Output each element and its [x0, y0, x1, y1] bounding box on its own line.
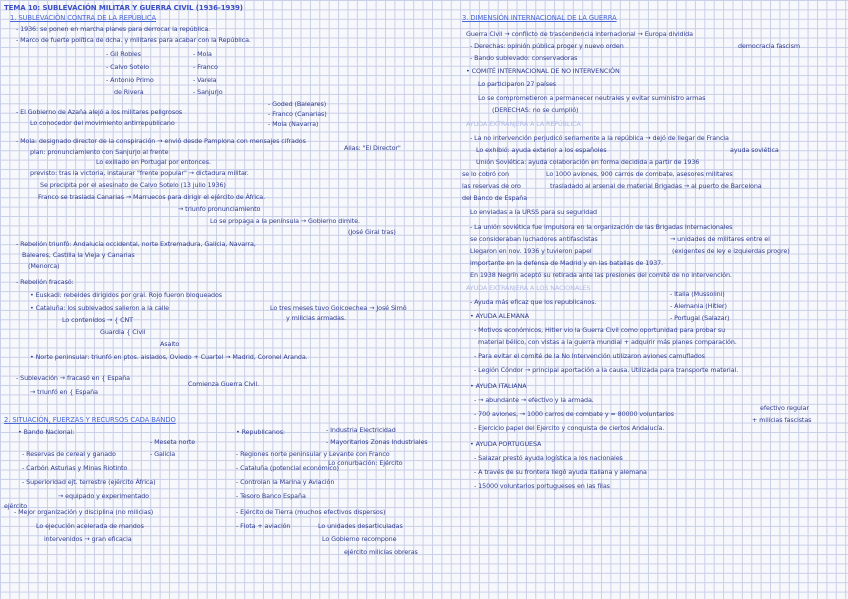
right-note-line: AYUDA EXTRANJERA A LOS NACIONALES: [466, 284, 591, 292]
left-note-line: - Mola: designado director de la conspiración → envió desde Pamplona con mensajes cifrados: [16, 137, 306, 145]
left-heading: 1. SUBLEVACIÓN CONTRA DE LA REPÚBLICA: [10, 14, 157, 22]
right-note-line: Lo exhibió: ayuda exterior a los españoles: [476, 146, 607, 154]
left-note-line: - Carbón Asturias y Minas Riotinto: [22, 464, 128, 472]
left-note-line: ejército milicias obreras: [344, 548, 418, 556]
right-note-line: (exigentes de ley e izquierdas progre): [672, 247, 790, 255]
left-note-line: Lo exiliado en Portugal por entonces.: [96, 158, 211, 166]
left-note-line: - Mola: [193, 50, 212, 58]
left-note-line: Lo contenidos → { CNT: [62, 316, 133, 324]
right-note-line: material bélico, con vistas a la guerra mundial + adquirir más planes comparación.: [478, 338, 737, 346]
right-note-line: - → abundante → efectivo y la armada.: [474, 396, 594, 404]
right-note-line: → unidades de militares entre el: [670, 235, 770, 243]
left-note-line: de Rivera: [114, 88, 144, 96]
left-note-line: y milicias armadas.: [286, 314, 346, 322]
right-heading: 3. DIMENSIÓN INTERNACIONAL DE LA GUERRA: [462, 14, 617, 22]
right-note-line: - Italia (Mussolini): [670, 290, 725, 298]
left-note-line: - Gil Robles: [106, 50, 141, 58]
right-note-line: Lo se comprometieron a permanecer neutrales y evitar suministro armas: [478, 94, 706, 102]
right-note-line: efectivo regular: [760, 404, 809, 412]
right-note-line: (DERECHAS: no se cumplió): [492, 106, 579, 114]
left-note-line: - Meseta norte: [150, 438, 196, 446]
left-note-line: - Galicia: [150, 450, 176, 458]
right-note-line: Lo participaron 27 países: [478, 80, 557, 88]
right-note-line: - La unión soviética fue impulsora en la organización de las Brigadas Internacionales: [470, 223, 733, 231]
left-note-line: Asalto: [160, 340, 180, 348]
right-note-line: - Legión Cóndor → principal aportación a la causa. Utilizada para transporte material.: [474, 366, 739, 374]
right-note-line: - A través de su frontera llegó ayuda italiana y alemana: [474, 468, 647, 476]
right-note-line: + milicias fascistas: [752, 416, 812, 424]
left-note-line: - Franco (Canarias): [268, 110, 327, 118]
left-note-line: Lo se propaga a la península → Gobierno dimite.: [210, 217, 360, 225]
left-note-line: Lo conocedor del movimiento antirrepublicano: [30, 119, 175, 127]
right-note-line: trasladado al arsenal de material Brigadas → al puerto de Barcelona: [550, 182, 762, 190]
left-note-line: Franco se traslada Canarias → Marruecos para dirigir el ejército de África.: [38, 193, 266, 201]
left-note-line: - Industria Electricidad: [326, 426, 396, 434]
right-note-line: se lo cobró con: [462, 170, 509, 178]
left-note-line: - Cataluña (potencial económico): [236, 464, 339, 472]
right-note-line: Llegaron en nov. 1936 y tuvieron papel: [470, 247, 592, 255]
left-note-line: - Calvo Sotelo: [106, 63, 149, 71]
left-note-line: - Varela: [193, 76, 217, 84]
left-note-line: - Franco: [193, 63, 218, 71]
left-note-line: - Tesoro Banco España: [236, 492, 306, 500]
left-note-line: - Rebelión triunfó: Andalucía occidental, norte Extremadura, Galicia, Navarra,: [16, 240, 256, 248]
left-note-line: → equipado y experimentado: [58, 492, 149, 500]
left-note-line: • Cataluña: los sublevados salieron a la calle: [30, 304, 169, 312]
left-note-line: - Mejor organización y disciplina (no milicias): [14, 508, 154, 516]
right-note-line: • AYUDA ALEMANA: [470, 312, 529, 320]
right-note-line: AYUDA EXTRANJERA A LA REPÚBLICA: [466, 120, 581, 128]
right-note-line: - 700 aviones, → 1000 carros de combate y ≈ 80000 voluntarios: [474, 410, 674, 418]
left-note-line: → triunfo pronunciamiento: [178, 205, 261, 213]
left-note-line: - Sanjurjo: [193, 88, 223, 96]
right-note-line: - Para evitar el comité de la No Intervención utilizaron aviones camuflados: [474, 352, 705, 360]
right-note-line: del Banco de España: [462, 194, 528, 202]
left-note-line: - 1936: se ponen en marcha planes para derrocar la república.: [16, 25, 211, 33]
right-note-line: - Alemania (Hitler): [670, 302, 727, 310]
left-note-line: - Sublevación → fracasó en { España: [16, 374, 130, 382]
right-note-line: - Bando sublevado: conservadoras: [470, 54, 578, 62]
left-note-line: - Flota + aviación: [236, 522, 291, 530]
left-note-line: (Menorca): [28, 262, 60, 270]
left-note-line: plan: pronunciamiento con Sanjurjo al frente: [30, 148, 169, 156]
right-note-line: • COMITÉ INTERNACIONAL DE NO INTERVENCIÓN: [466, 67, 620, 75]
right-note-line: Lo 1000 aviones, 900 carros de combate, asesores militares: [546, 170, 733, 178]
left-note-line: - Antonio Primo: [106, 76, 154, 84]
left-note-line: intervenidos → gran eficacia: [44, 535, 132, 543]
left-note-line: - Superioridad ejt. terrestre (ejército África): [22, 478, 156, 486]
left-note-line: → triunfó en { España: [30, 388, 98, 396]
left-note-line: - Rebelión fracasó:: [16, 278, 74, 286]
right-note-line: ayuda soviética: [730, 146, 779, 154]
right-note-line: - Derechas: opinión pública proger y nuevo orden: [470, 42, 624, 50]
right-note-line: - 15000 voluntarios portugueses en las filas: [474, 482, 610, 490]
left-note-line: Alias: "El Director": [344, 144, 401, 152]
right-note-line: • AYUDA ITALIANA: [470, 382, 527, 390]
left-note-line: - Mola (Navarra): [268, 120, 319, 128]
right-note-line: En 1938 Negrín aceptó su retirada ante las presiones del comité de no intervención.: [470, 271, 732, 279]
right-note-line: importante en la defensa de Madrid y en las batallas de 1937.: [470, 259, 664, 267]
left-note-line: Lo conurbación: Ejército: [328, 459, 403, 467]
right-note-line: - Ejercicio papel del Ejercito y conquista de ciertos Andalucía.: [474, 424, 665, 432]
left-note-line: Comienza Guerra Civil.: [188, 380, 260, 388]
left-note-line: - El Gobierno de Azaña alejó a los militares peligrosos: [16, 108, 183, 116]
left-note-line: Baleares, Castilla la Vieja y Canarias: [22, 251, 135, 259]
left-note-line: Lo Gobierno recompone: [322, 535, 397, 543]
left-note-line: • Euskadi: rebeldes dirigidos por gral. Rojo fueron bloqueados: [30, 291, 223, 299]
left-heading: TEMA 10: SUBLEVACIÓN MILITAR Y GUERRA CIVIL (1936-1939): [4, 4, 243, 12]
right-note-line: - Ayuda más eficaz que los republicanos.: [470, 298, 597, 306]
left-note-line: - Controlan la Marina y Aviación: [236, 478, 335, 486]
left-note-line: • Bando Nacional:: [18, 428, 75, 436]
left-note-line: Guardia { Civil: [100, 328, 146, 336]
left-note-line: - Reservas de cereal y ganado: [22, 450, 116, 458]
right-note-line: Guerra Civil → conflicto de trascendencia internacional → Europa dividida: [466, 30, 693, 38]
left-note-line: Lo tres meses tuvo Goicoechea → José Simó: [270, 304, 407, 312]
left-note-line: (José Giral tras): [348, 228, 396, 236]
right-note-line: - Motivos económicos, Hitler vio la Guerra Civil como oportunidad para probar su: [474, 326, 726, 334]
right-note-line: - La no intervención perjudicó seriamente a la república → dejó de llegar de Francia: [470, 134, 729, 142]
right-note-line: Unión Soviética: ayuda colaboración en forma decidida a partir de 1936: [476, 158, 700, 166]
left-note-line: - Marco de fuerte política de dcha. y militares para acabar con la República.: [16, 36, 251, 44]
left-note-line: ejército: [4, 502, 28, 510]
right-note-line: - Portugal (Salazar): [670, 314, 730, 322]
right-note-line: - Salazar prestó ayuda logística a los nacionales: [474, 454, 623, 462]
right-note-line: se consideraban luchadores antifascistas: [470, 235, 598, 243]
left-note-line: • Norte peninsular: triunfó en ptos. aislados, Oviedo + Cuartel → Madrid, Coronel Aranda.: [30, 353, 308, 361]
left-note-line: - Mayoritarios Zonas Industriales: [326, 438, 428, 446]
left-note-line: previsto: tras la victoria, instaurar "frente popular" → dictadura militar.: [30, 169, 249, 177]
left-note-line: Lo unidades desarticuladas: [318, 522, 403, 530]
left-note-line: Lo ejecución acelerada de mandos: [36, 522, 144, 530]
right-note-line: • AYUDA PORTUGUESA: [470, 440, 542, 448]
right-note-line: democracia fascism: [738, 42, 800, 50]
left-note-line: • Republicanos:: [236, 428, 285, 436]
left-heading: 2. SITUACIÓN, FUERZAS Y RECURSOS CADA BANDO: [4, 416, 176, 424]
left-note-line: - Goded (Baleares): [268, 100, 327, 108]
left-note-line: - Regiones norte peninsular y Levante con Franco: [236, 450, 390, 458]
right-note-line: las reservas de oro: [462, 182, 521, 190]
left-note-line: Se precipita por el asesinato de Calvo Sotelo (13 julio 1936): [40, 181, 226, 189]
right-note-line: Lo enviadas a la URSS para su seguridad: [470, 208, 597, 216]
left-note-line: - Ejército de Tierra (muchos efectivos dispersos): [236, 508, 386, 516]
